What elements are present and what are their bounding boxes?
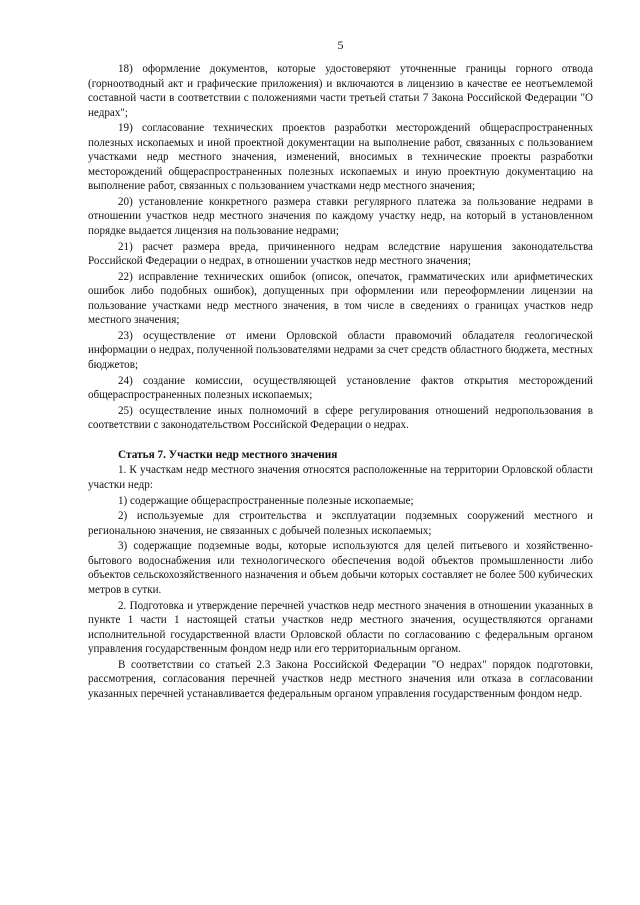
article-7-heading: Статья 7. Участки недр местного значения [118,448,338,461]
paragraph-item-23: 23) осуществление от имени Орловской области правомочий обладателя геологической информации о недрах, полученной пользователями недрами за счет средств областного бюджета, местных бюджетов; [88,329,593,371]
article-7-part-1-item-2: 2) используемые для строительства и эксплуатации подземных сооружений местного и региональною значения, не связанных с добычей полезных ископаемых; [88,510,593,537]
page-number: 5 [337,38,344,52]
paragraph-item-20: 20) установление конкретного размера ставки регулярного платежа за пользование недрами в отношении участков недр местного значения по каждому участку недр, на который в установленном порядке выдается лицензия на пользование недрами; [88,195,593,237]
paragraph-item-24: 24) создание комиссии, осуществляющей установление фактов открытия месторождений общераспространенных полезных ископаемых; [88,374,593,402]
article-7-part-1: 1. К участкам недр местного значения относятся расположенные на территории Орловской области участки недр: [88,464,593,491]
paragraph-item-21: 21) расчет размера вреда, причиненного недрам вследствие нарушения законодательства Российской Федерации о недрах, в отношении участков недр местного значения; [88,240,593,268]
paragraph-item-19: 19) согласование технических проектов разработки месторождений общераспространенных полезных ископаемых и иной проектной документации на выполнение работ, связанных с пользованием участками недр местного значения, изменений, вносимых в технические проекты разработки месторождений общераспространенных полезных ископаемых и иную проектную документацию на выполнение работ, связанных с пользованием участками недр местного значения; [88,122,593,193]
article-7-part-2-procedure: В соответствии со статьей 2.3 Закона Российской Федерации "О недрах" порядок подготовки, рассмотрения, согласования перечней участков недр местного значения или отказа в согласовании указанных перечней устанавливается федеральным органом управления государственным фондом недр. [88,658,593,700]
paragraph-item-22: 22) исправление технических ошибок (описок, опечаток, грамматических или арифметических ошибок либо подобных ошибок), допущенных при оформлении или переоформлении лицензии на пользование участками недр местного значения, в том числе в сведениях о границах участков недр местного значения; [88,270,593,327]
article-7-part-1-item-3: 3) содержащие подземные воды, которые используются для целей питьевого и хозяйственно-бытового водоснабжения или технологического обеспечения водой объектов промышленности либо объектов сельскохозяйственного назначения и объем добычи которых составляет не более 500 кубических метров в сутки. [88,540,593,596]
article-7-part-1-item-1: 1) содержащие общераспространенные полезные ископаемые; [118,494,414,507]
article-7-part-2: 2. Подготовка и утверждение перечней участков недр местного значения в отношении указанных в пункте 1 части 1 настоящей статьи участков недр местного значения, осуществляются органами исполнительной государственной власти Орловской области по согласованию с федеральным органом управления государственным фондом недр или его территориальным органом. [88,599,593,656]
paragraph-item-18: 18) оформление документов, которые удостоверяют уточненные границы горного отвода (горноотводный акт и графические приложения) и включаются в лицензию в качестве ее неотъемлемой составной части в соответствии с положениями части третьей статьи 7 Закона Российской Федерации "О недрах"; [88,63,593,119]
paragraph-item-25: 25) осуществление иных полномочий в сфере регулирования отношений недропользования в соответствии с законодательством Российской Федерации о недрах. [88,404,593,432]
page-content [88,62,593,702]
